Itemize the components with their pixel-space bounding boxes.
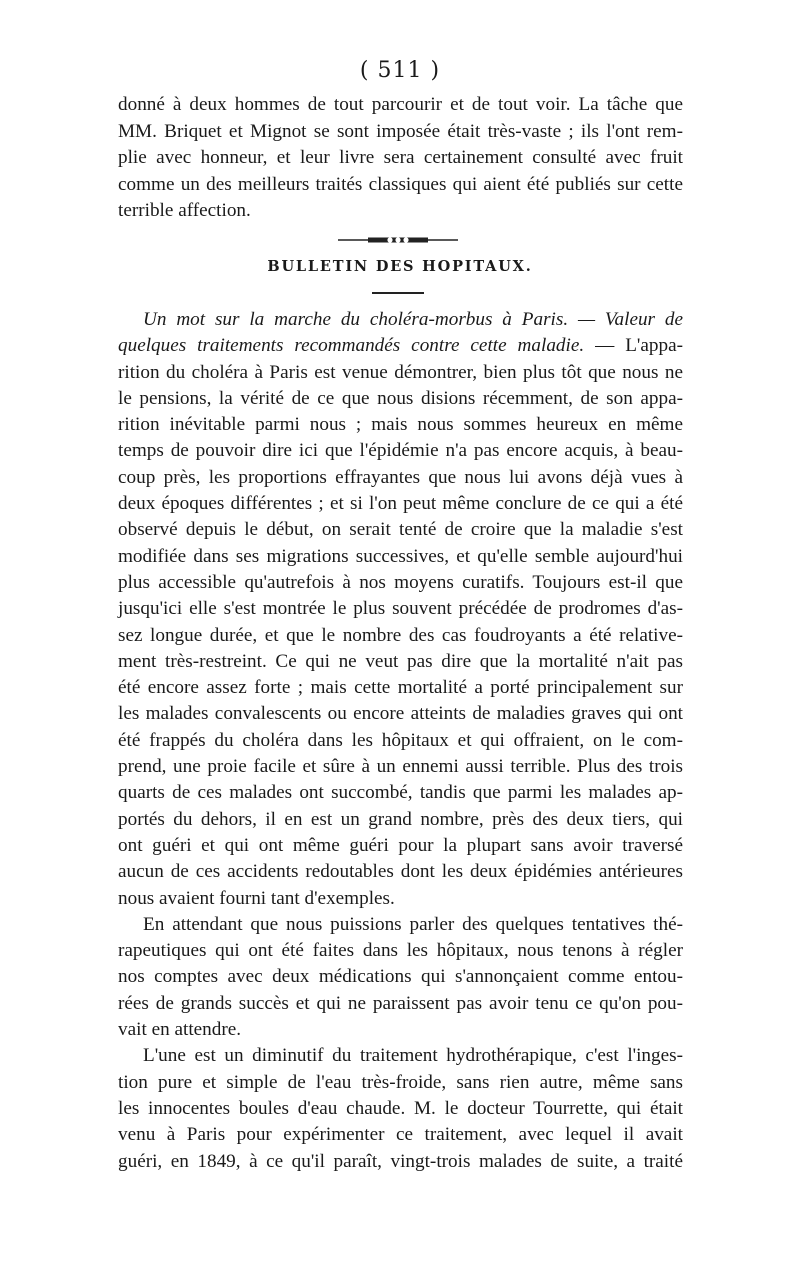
text-line: quarts de ces malades ont succombé, tandis que parmi les malades ap-: [118, 782, 683, 804]
text-line: rées de grands succès et qui ne paraissent pas avoir tenu ce qu'on pou-: [118, 992, 683, 1014]
text-line: aucun de ces accidents redoutables dont les deux épidémies antérieures: [118, 861, 683, 883]
article-body: [118, 307, 683, 1175]
text-line: jusqu'ici elle s'est montrée le plus souvent précédée de prodromes d'as-: [118, 598, 683, 620]
text-line: observé depuis le début, on serait tenté de croire que la maladie s'est: [118, 519, 683, 541]
article-title-line: Un mot sur la marche du choléra-morbus à Paris. — Valeur de: [143, 309, 683, 330]
text-line: le pensions, la vérité de ce que nous disions récemment, de son appa-: [118, 387, 683, 409]
text-line: donné à deux hommes de tout parcourir et de tout voir. La tâche que: [118, 94, 683, 115]
text-line: modifiée dans ses migrations successives, et qu'elle semble aujourd'hui: [118, 545, 683, 567]
text-line: plie avec honneur, et leur livre sera certainement consulté avec fruit: [118, 147, 683, 168]
text-line: MM. Briquet et Mignot se sont imposée était très-vaste ; ils l'ont rem-: [118, 120, 683, 142]
text-line: nos comptes avec deux médications qui s'annonçaient comme entou-: [118, 966, 683, 988]
section-heading: BULLETIN DES HOPITAUX.: [267, 258, 533, 275]
text-line: prend, une proie facile et sûre à un ennemi aussi terrible. Plus des trois: [118, 756, 683, 778]
text-line: L'une est un diminutif du traitement hydrothérapique, c'est l'inges-: [143, 1045, 683, 1067]
text-line: les malades convalescents ou encore atteints de maladies graves qui ont: [118, 703, 683, 725]
text-line: venu à Paris pour expérimenter ce traitement, avec lequel il avait: [118, 1124, 683, 1146]
page-number: ( 511 ): [359, 58, 441, 83]
ornament-divider: [338, 236, 458, 244]
text-line: En attendant que nous puissions parler des quelques tentatives thé-: [143, 913, 683, 935]
text-line: terrible affection.: [118, 200, 251, 221]
intro-paragraph: [118, 92, 683, 225]
text-line: comme un des meilleurs traités classiques qui aient été publiés sur cette: [118, 173, 683, 195]
text-line: deux époques différentes ; et si l'on peut même conclure de ce qui a été: [118, 493, 683, 515]
text-line: portés du dehors, il en est un grand nombre, près des deux tiers, qui: [118, 808, 683, 830]
text-line: les innocentes boules d'eau chaude. M. le docteur Tourrette, qui était: [118, 1097, 683, 1119]
text-line: guéri, en 1849, à ce qu'il paraît, vingt-trois malades de suite, a traité: [118, 1150, 683, 1172]
heading-rule: [372, 292, 424, 294]
text-line: été frappés du choléra dans les hôpitaux et qui offraient, on le com-: [118, 729, 683, 751]
text-line: tion pure et simple de l'eau très-froide, sans rien autre, même sans: [118, 1071, 683, 1093]
article-title-line: [118, 333, 683, 359]
text-line: été encore assez forte ; mais cette mortalité a porté principalement sur: [118, 677, 683, 699]
text-line: coup près, les proportions effrayantes que nous lui avons déjà vues à: [118, 466, 683, 488]
text-line: temps de pouvoir dire ici que l'épidémie n'a pas encore acquis, à beau-: [118, 440, 683, 462]
text-line: vait en attendre.: [118, 1019, 242, 1041]
text-line: rition du choléra à Paris est venue démontrer, bien plus tôt que nous ne: [118, 361, 683, 383]
text-line: ment très-restreint. Ce qui ne veut pas dire que la mortalité n'ait pas: [118, 650, 683, 672]
text-line: ont guéri et qui ont même guéri pour la plupart sans avoir traversé: [118, 834, 683, 856]
text-line: plus accessible qu'autrefois à nos moyens curatifs. Toujours est-il que: [118, 571, 683, 593]
text-line: rition inévitable parmi nous ; mais nous sommes heureux en même: [118, 414, 683, 436]
text-line: rapeutiques qui ont été faites dans les hôpitaux, nous tenons à régler: [118, 940, 683, 962]
text-line: sez longue durée, et que le nombre des cas foudroyants a été relative-: [118, 624, 683, 646]
text-line: nous avaient fourni tant d'exemples.: [118, 887, 395, 909]
article-title-rest: — L'appa-: [584, 335, 683, 357]
article-title-italic: quelques traitements recommandés contre cette maladie.: [118, 335, 585, 357]
